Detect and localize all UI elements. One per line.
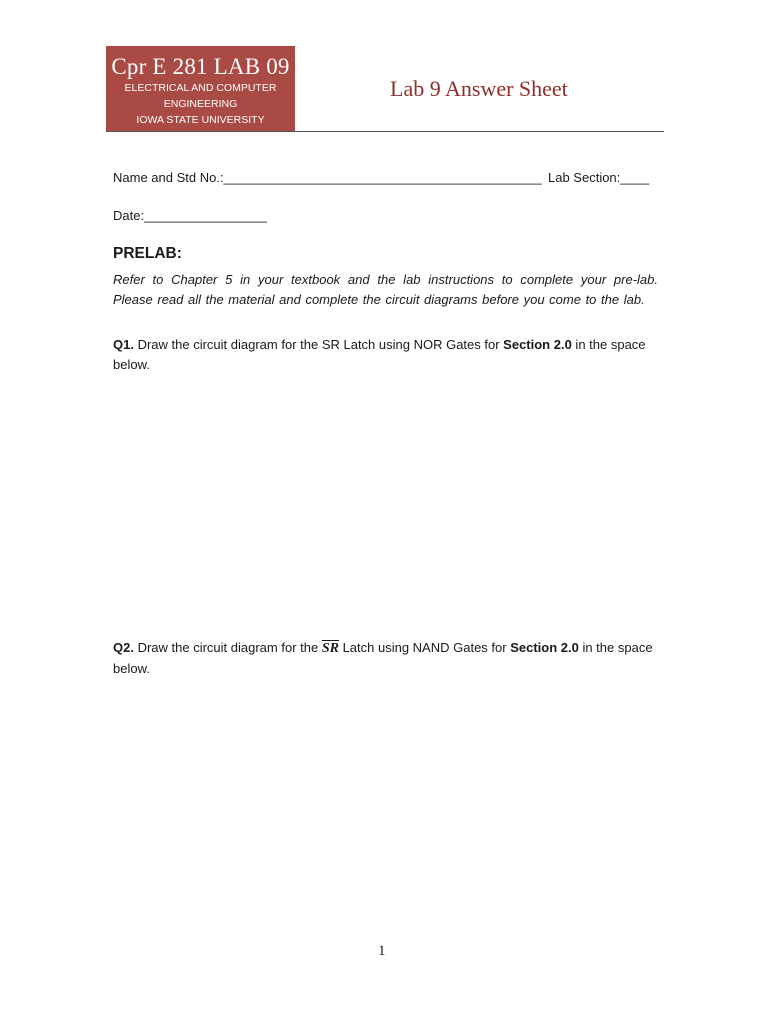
name-field: Name and Std No.:____________________________________________ (113, 170, 542, 185)
department-line-2: ENGINEERING (163, 98, 238, 110)
lab-section-field: Lab Section:____ (548, 170, 650, 185)
question-2 (113, 638, 658, 679)
question-2-text-end: in the space below. (113, 640, 653, 676)
sr-bar-symbol: $\overline{SR}$ (321, 641, 339, 656)
question-1 (113, 335, 658, 375)
course-title: Cpr E 281 LAB 09 (111, 54, 290, 79)
answer-sheet-title: Lab 9 Answer Sheet (390, 76, 568, 101)
question-2-section-ref: Section 2.0 (510, 640, 579, 655)
question-2-text-middle: Latch using NAND Gates for (338, 640, 511, 655)
header-divider (106, 131, 664, 132)
date-field: Date:_________________ (113, 208, 267, 223)
department-line-1: ELECTRICAL AND COMPUTER (124, 82, 277, 94)
question-1-text-end: in the space below. (113, 337, 646, 372)
prelab-instructions: Refer to Chapter 5 in your textbook and the lab instructions to complete your pre-lab. Please read all the material and complete the circuit diagrams before you come to the lab. (113, 272, 658, 307)
department-line-3: IOWA STATE UNIVERSITY (136, 114, 265, 126)
page-number: 1 (378, 943, 386, 959)
question-2-text: Draw the circuit diagram for the (133, 640, 322, 655)
lab-header-box (106, 46, 295, 131)
question-1-section-ref: Section 2.0 (503, 337, 572, 352)
question-1-text: Draw the circuit diagram for the SR Latch using NOR Gates for (133, 337, 504, 352)
question-2-label: Q2. (113, 640, 134, 655)
prelab-heading: PRELAB: (113, 245, 182, 262)
question-1-label: Q1. (113, 337, 134, 352)
